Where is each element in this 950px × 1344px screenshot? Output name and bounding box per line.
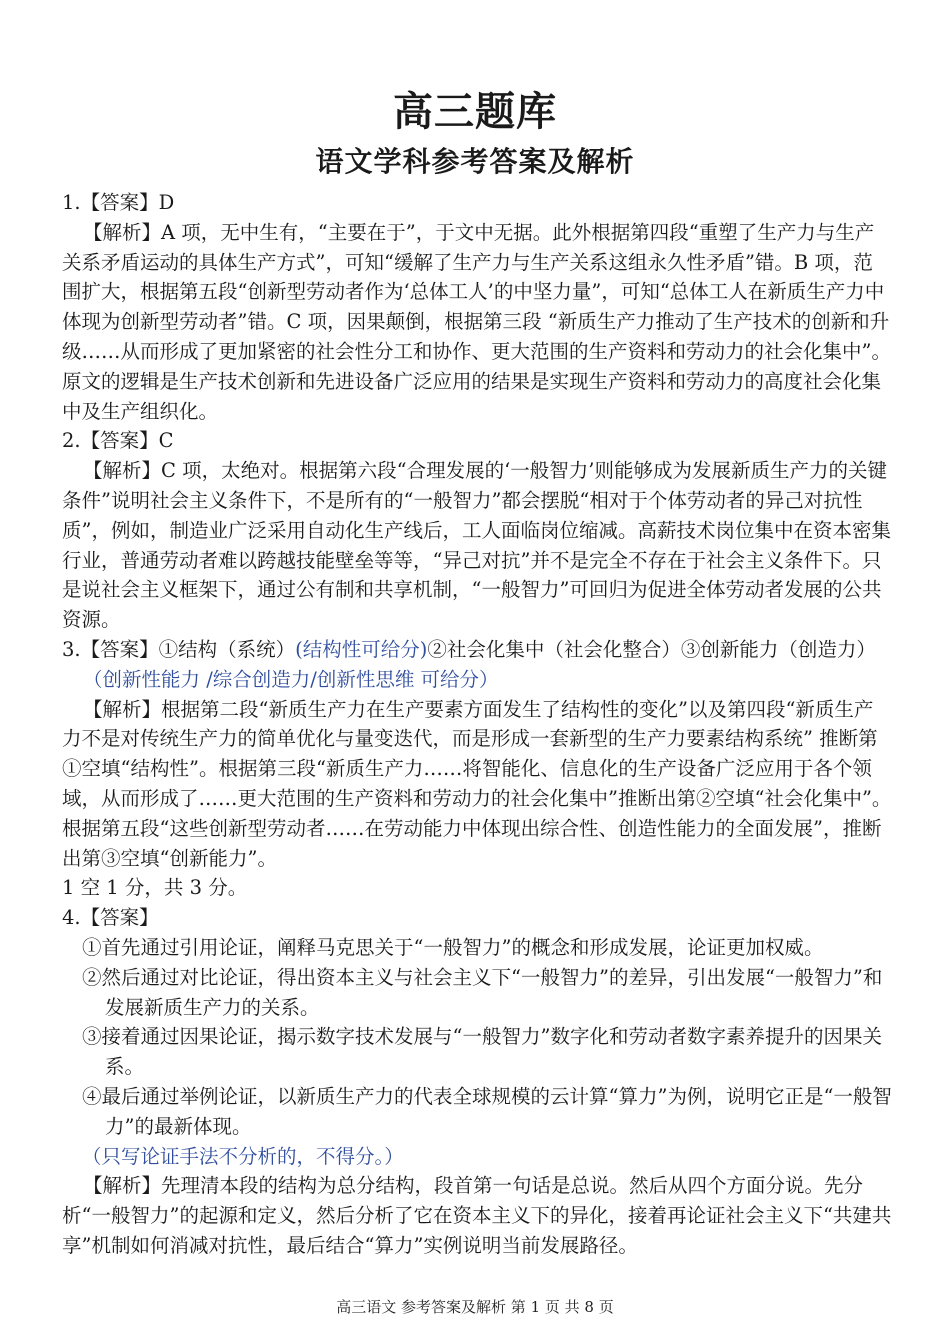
q4-scoring-note: （只写论证手法不分析的，不得分。） [82, 1144, 404, 1168]
q4-analysis: 【解析】先理清本段的结构为总分结构，段首第一句话是总说。然后从四个方面分说。先分析“一般智力”的起源和定义，然后分析了它在资本主义下的异化，接着再论证社会主义下“共建共享”机制如何消减对抗性，最后结合“算力”实例说明当前发展路径。 [62, 1174, 892, 1257]
q3-scoring-note-2: （创新性能力 /综合创造力/创新性思维 可给分） [83, 667, 499, 691]
q4-answer-item: ④最后通过举例论证，以新质生产力的代表全球规模的云计算“算力”为例，说明它正是“一般智力”的最新体现。 [82, 1084, 892, 1138]
q4-answer-item: ③接着通过因果论证，揭示数字技术发展与“一般智力”数字化和劳动者数字素养提升的因果关系。 [82, 1025, 882, 1079]
page-subtitle: 语文学科参考答案及解析 [315, 145, 635, 178]
q3-scoring-note-1: (结构性可给分) [295, 637, 428, 661]
q1-answer: 1.【答案】D [62, 191, 175, 214]
q2-answer: 2.【答案】C [62, 429, 174, 453]
q3-answer-prefix: 3.【答案】①结构（系统） [62, 637, 296, 661]
q3-answer [62, 635, 892, 695]
answer-content [62, 188, 892, 1261]
q3-analysis: 【解析】根据第二段“新质生产力在生产要素方面发生了结构性的变化”以及第四段“新质生产力不是对传统生产力的简单优化与量变迭代，而是形成一套新型的生产力要素结构系统” 推断第①空填“结构性”。根据第三段“新质生产力……将智能化、信息化的生产设备广泛应用于各个领域，从而形成了……更大范围的生产资料和劳动力的社会化集中”推断出第②空填“社会化集中”。根据第五段“这些创新型劳动者……在劳动能力中体现出综合性、创造性能力的全面发展”，推断出第③空填“创新能力”。 [62, 697, 892, 870]
page-title: 高三题库 [393, 88, 557, 135]
q4-answer: 4.【答案】 [62, 906, 159, 930]
q4-answer-item: ②然后通过对比论证，得出资本主义与社会主义下“一般智力”的差异，引出发展“一般智力”和发展新质生产力的关系。 [82, 965, 883, 1019]
q4-answer-item: ①首先通过引用论证，阐释马克思关于“一般智力”的概念和形成发展，论证更加权威。 [82, 935, 824, 959]
q1-analysis: 【解析】A 项，无中生有，“主要在于”，于文中无据。此外根据第四段“重塑了生产力与生产关系矛盾运动的具体生产方式”，可知“缓解了生产力与生产关系这组永久性矛盾”错。B 项，范围扩大，根据第五段“创新型劳动者作为‘总体工人’的中坚力量”，可知“总体工人在新质生产力中体现为创新型劳动者”错。C 项，因果颠倒，根据第三段 “新质生产力推动了生产技术的创新和升级……从而形成了更加紧密的社会性分工和协作、更大范围的生产资料和劳动力的社会化集中”。原文的逻辑是生产技术创新和先进设备广泛应用的结果是实现生产资料和劳动力的高度社会化集中及生产组织化。 [62, 220, 891, 423]
page-footer: 高三语文 参考答案及解析 第 1 页 共 8 页 [336, 1298, 614, 1316]
q3-score: 1 空 1 分，共 3 分。 [62, 876, 248, 900]
q2-analysis: 【解析】C 项，太绝对。根据第六段“合理发展的‘一般智力’则能够成为发展新质生产力的关键条件”说明社会主义条件下，不是所有的“一般智力”都会摆脱“相对于个体劳动者的异己对抗性质”，例如，制造业广泛采用自动化生产线后，工人面临岗位缩减。高薪技术岗位集中在资本密集行业，普通劳动者难以跨越技能壁垒等等，“异己对抗”并不是完全不存在于社会主义条件下。只是说社会主义框架下，通过公有制和共享机制，“一般智力”可回归为促进全体劳动者发展的公共资源。 [62, 459, 891, 632]
q3-answer-mid: ②社会化集中（社会化整合）③创新能力（创造力） [427, 637, 876, 661]
